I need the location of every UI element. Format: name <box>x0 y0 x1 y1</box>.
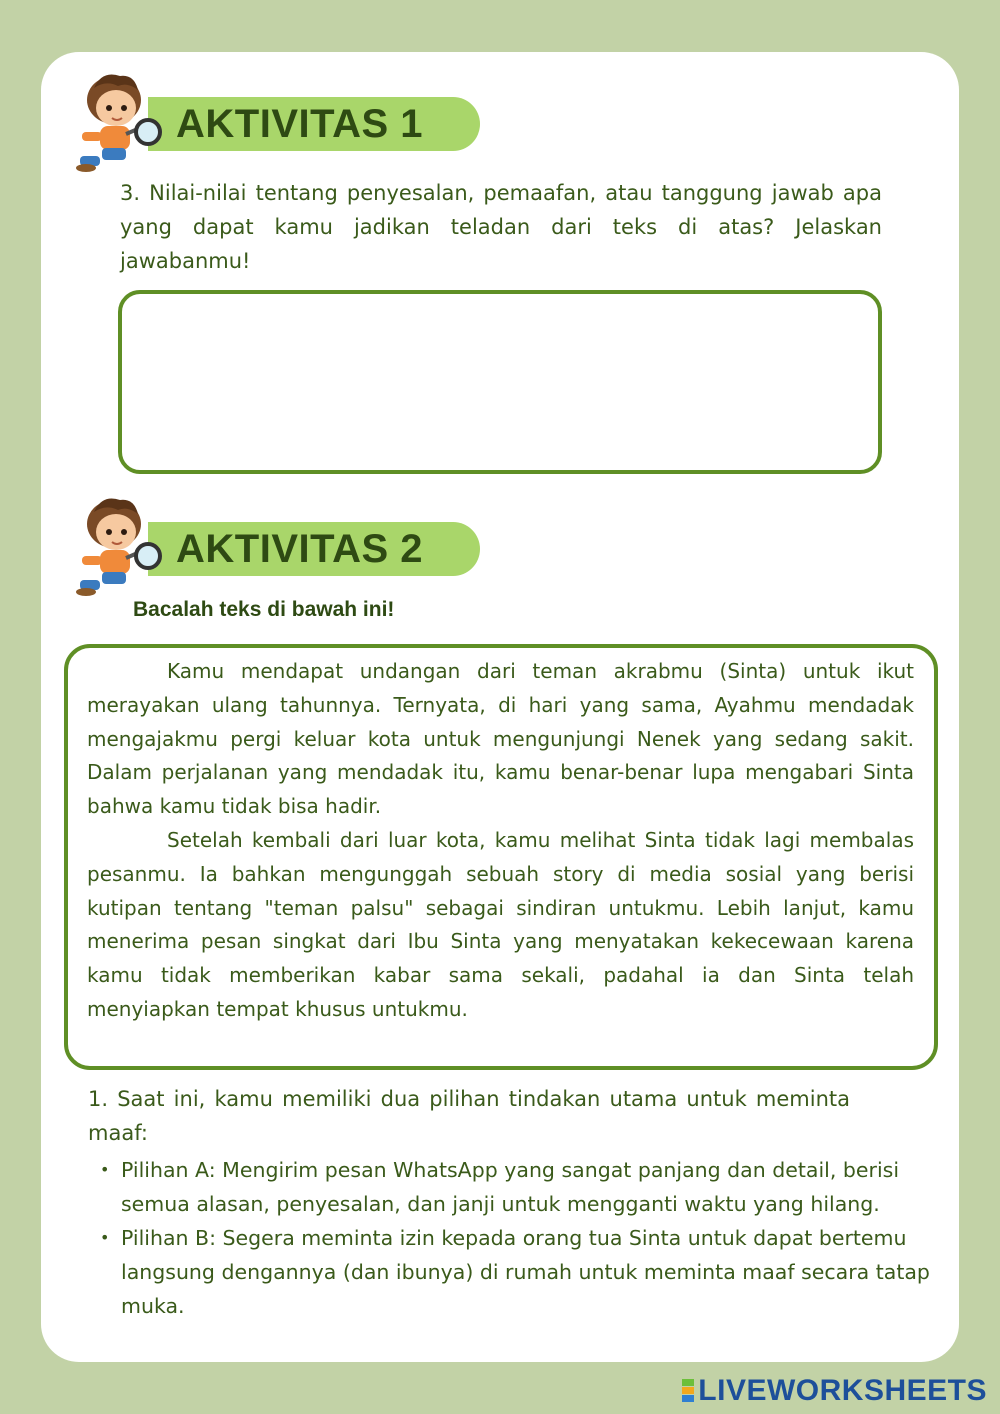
liveworksheets-logo-icon <box>682 1379 694 1403</box>
watermark-text: LIVEWORKSHEETS <box>698 1374 987 1407</box>
activity1-title: AKTIVITAS 1 <box>176 102 424 146</box>
boy-magnifier-icon <box>72 494 164 598</box>
answer-box[interactable] <box>118 290 882 474</box>
liveworksheets-watermark <box>682 1374 987 1408</box>
option-b: • Pilihan B: Segera meminta izin kepada orang tua Sinta untuk dapat bertemu langsung dengannya (dan ibunya) di rumah untuk meminta maaf secara tatap muka. <box>100 1221 930 1323</box>
passage-paragraph: Kamu mendapat undangan dari teman akrabmu (Sinta) untuk ikut merayakan ulang tahunnya. Ternyata, di hari yang sama, Ayahmu mendadak mengajakmu pergi keluar kota untuk mengunjungi Nenek yang sedang sakit. Dalam perjalanan yang mendadak itu, kamu benar-benar lupa mengabari Sinta bahwa kamu tidak bisa hadir. <box>87 659 914 819</box>
reading-instruction: Bacalah teks di bawah ini! <box>133 598 395 621</box>
passage-paragraph: Setelah kembali dari luar kota, kamu melihat Sinta tidak lagi membalas pesanmu. Ia bahkan mengunggah sebuah story di media sosial yang berisi kutipan tentang "teman palsu" sebagai sindiran untukmu. Lebih lanjut, kamu menerima pesan singkat dari Ibu Sinta yang menyatakan kekecewaan karena kamu tidak memberikan kabar sama sekali, padahal ia dan Sinta telah menyiapkan tempat khusus untukmu. <box>87 827 914 1021</box>
activity1-question: 3. Nilai-nilai tentang penyesalan, pemaafan, atau tanggung jawab apa yang dapat kamu jadikan teladan dari teks di atas? Jelaskan jawabanmu! <box>120 181 882 273</box>
option-a: • Pilihan A: Mengirim pesan WhatsApp yang sangat panjang dan detail, berisi semua alasan, penyesalan, dan janji untuk mengganti waktu yang hilang. <box>100 1153 930 1221</box>
reading-passage <box>64 644 938 1070</box>
options-list <box>100 1153 930 1323</box>
activity2-title: AKTIVITAS 2 <box>176 527 424 571</box>
question-1: 1. Saat ini, kamu memiliki dua pilihan tindakan utama untuk meminta maaf: <box>88 1087 850 1145</box>
boy-magnifier-icon <box>72 70 164 174</box>
